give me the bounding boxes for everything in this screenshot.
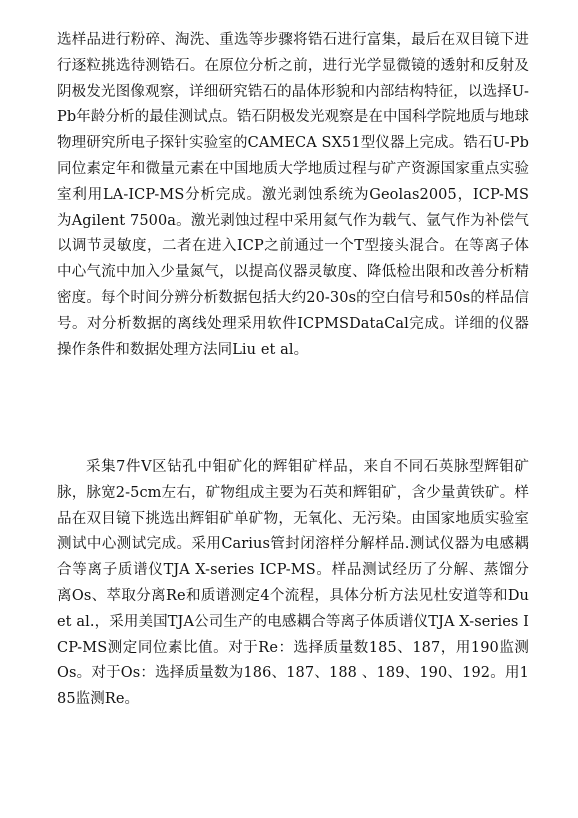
paragraph-molybdenite-analysis: 采集7件V区钻孔中钼矿化的辉钼矿样品，来自不同石英脉型辉钼矿脉，脉宽2-5cm左右，矿物组成主要为石英和辉钼矿，含少量黄铁矿。样品在双目镜下挑选出辉钼矿单矿物，无氧化、无污染。由国家地质实验室测试中心测试完成。采用Carius管封闭溶样分解样品.测试仪器为电感耦合等离子质谱仪TJA X-series ICP-MS。样品测试经历了分解、蒸馏分离Os、萃取分离Re和质谱测定4个流程，具体分析方法见杜安道等和Du et al.，采用美国TJA公司生产的电感耦合等离子体质谱仪TJA X-series ICP-MS测定同位素比值。对于Re：选择质量数185、187，用190监测Os。对于Os：选择质量数为186、187、188 、189、190、192。用185监测Re。 (57, 459, 529, 708)
paragraph-zircon-analysis: 选样品进行粉碎、淘洗、重选等步骤将锆石进行富集，最后在双目镜下进行逐粒挑选待测锆石。在原位分析之前，进行光学显微镜的透射和反射及阴极发光图像观察，详细研究锆石的晶体形貌和内部结构特征，以选择U-Pb年龄分析的最佳测试点。锆石阴极发光观察是在中国科学院地质与地球物理研究所电子探针实验室的CAMECA SX51型仪器上完成。锆石U-Pb同位素定年和微量元素在中国地质大学地质过程与矿产资源国家重点实验室利用LA-ICP-MS分析完成。激光剥蚀系统为Geolas2005，ICP-MS为Agilent 7500a。激光剥蚀过程中采用氦气作为载气、氩气作为补偿气以调节灵敏度，二者在进入ICP之前通过一个T型接头混合。在等离子体中心气流中加入少量氮气，以提高仪器灵敏度、降低检出限和改善分析精密度。每个时间分辨分析数据包括大约20-30s的空白信号和50s的样品信号。对分析数据的离线处理采用软件ICPMSDataCal完成。详细的仪器操作条件和数据处理方法同Liu et al。 (57, 32, 529, 358)
